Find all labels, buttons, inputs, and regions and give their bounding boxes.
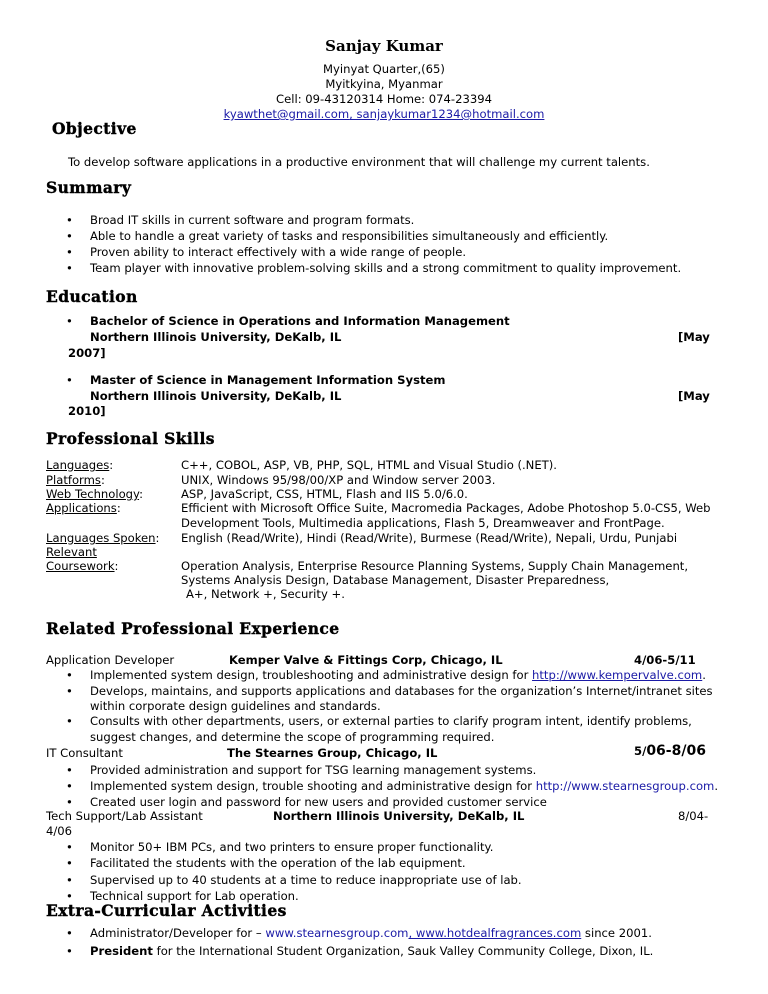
skill-label-web: Web Technology:	[46, 487, 143, 501]
skills-heading: Professional Skills	[46, 429, 215, 448]
bullet-glyph: •	[66, 714, 73, 728]
skill-value-coursework-3: A+, Network +, Security +.	[186, 587, 345, 601]
bullet-glyph: •	[66, 944, 73, 958]
job2-bullet-3: Created user login and password for new users and provided customer service	[90, 795, 547, 809]
job3-bullet-1: Monitor 50+ IBM PCs, and two printers to ensure proper functionality.	[90, 840, 494, 854]
degree-1: Bachelor of Science in Operations and Information Management	[90, 314, 510, 328]
bullet-glyph: •	[66, 873, 73, 887]
summary-heading: Summary	[46, 178, 132, 197]
job1-bullet-1: Implemented system design, troubleshooting and administrative design for http://www.kempervalve.com.	[90, 668, 706, 682]
job1-role: Application Developer	[46, 653, 175, 667]
school-2: Northern Illinois University, DeKalb, IL	[90, 389, 342, 403]
bullet-glyph: •	[66, 840, 73, 854]
bullet-glyph: •	[66, 314, 73, 328]
job2-date: 5/06-8/06	[634, 743, 706, 759]
bullet-glyph: •	[66, 373, 73, 387]
job3-company: Northern Illinois University, DeKalb, IL	[273, 809, 525, 823]
job3-bullet-3: Supervised up to 40 students at a time to reduce inappropriate use of lab.	[90, 873, 522, 887]
degree-2: Master of Science in Management Information System	[90, 373, 446, 387]
bullet-glyph: •	[66, 795, 73, 809]
skill-label-spoken: Languages Spoken:	[46, 531, 160, 545]
edu-date-2b: 2010]	[68, 404, 106, 418]
objective-heading: Objective	[52, 119, 137, 138]
stearnesgroup-link[interactable]: http://www.stearnesgroup.com	[535, 779, 715, 793]
skill-label-applications: Applications:	[46, 501, 121, 515]
summary-item: Able to handle a great variety of tasks and responsibilities simultaneously and efficiently.	[90, 229, 609, 243]
bullet-glyph: •	[66, 213, 73, 227]
job2-role: IT Consultant	[46, 746, 123, 760]
skill-value-platforms: UNIX, Windows 95/98/00/XP and Window server 2003.	[181, 473, 496, 487]
skill-label-languages: Languages:	[46, 458, 114, 472]
job2-company: The Stearnes Group, Chicago, IL	[227, 746, 438, 760]
bullet-glyph: •	[66, 856, 73, 870]
bullet-glyph: •	[66, 668, 73, 682]
job1-bullet-3a: Consults with other departments, users, or external parties to clarify program intent, identify problems,	[90, 714, 692, 728]
skill-value-coursework-2: Systems Analysis Design, Database Management, Disaster Preparedness,	[181, 573, 610, 587]
address-line-2: Myitkyina, Myanmar	[325, 77, 443, 91]
stearnesgroup-activity-link[interactable]: www.stearnesgroup.com	[265, 926, 409, 940]
email-link-2[interactable]: , sanjaykumar1234@hotmail.com	[349, 107, 545, 121]
bullet-glyph: •	[66, 763, 73, 777]
objective-text: To develop software applications in a productive environment that will challenge my current talents.	[68, 155, 650, 169]
job2-bullet-1: Provided administration and support for TSG learning management systems.	[90, 763, 537, 777]
hotdeal-link[interactable]: , www.hotdealfragrances.com	[408, 926, 582, 940]
kempervalve-link[interactable]: http://www.kempervalve.com	[532, 668, 703, 682]
job3-role: Tech Support/Lab Assistant	[46, 809, 203, 823]
job1-date: 4/06-5/11	[634, 653, 696, 667]
education-heading: Education	[46, 287, 138, 306]
job2-bullet-2: Implemented system design, trouble shooting and administrative design for http://www.stearnesgroup.com.	[90, 779, 719, 793]
skill-value-applications-2: Development Tools, Multimedia applications, Flash 5, Dreamweaver and FrontPage.	[181, 516, 665, 530]
job1-bullet-2a: Develops, maintains, and supports applications and databases for the organization’s Internet/intranet sites	[90, 684, 713, 698]
bullet-glyph: •	[66, 926, 73, 940]
skill-label-platforms: Platforms:	[46, 473, 105, 487]
job3-bullet-4: Technical support for Lab operation.	[90, 889, 299, 903]
school-1: Northern Illinois University, DeKalb, IL	[90, 330, 342, 344]
skill-value-languages: C++, COBOL, ASP, VB, PHP, SQL, HTML and Visual Studio (.NET).	[181, 458, 557, 472]
bullet-glyph: •	[66, 229, 73, 243]
candidate-name: Sanjay Kumar	[325, 37, 443, 55]
job1-bullet-3b: suggest changes, and determine the scope of programming required.	[90, 730, 495, 744]
skill-label-coursework-1: Relevant	[46, 545, 97, 559]
phone-line: Cell: 09-43120314 Home: 074-23394	[276, 92, 492, 106]
bullet-glyph: •	[66, 261, 73, 275]
skill-value-applications-1: Efficient with Microsoft Office Suite, Macromedia Packages, Adobe Photoshop 5.0-CS5, Web	[181, 501, 711, 515]
email-link-1[interactable]: kyawthet@gmail.com	[223, 107, 350, 121]
job3-date-a: 8/04-	[678, 809, 709, 823]
activity-1: Administrator/Developer for – www.stearnesgroup.com, www.hotdealfragrances.com since 2001.	[90, 926, 652, 940]
activity-2: President for the International Student Organization, Sauk Valley Community College, Dixon, IL.	[90, 944, 654, 958]
job3-date-b: 4/06	[46, 824, 73, 838]
bullet-glyph: •	[66, 779, 73, 793]
bullet-glyph: •	[66, 684, 73, 698]
skill-value-web: ASP, JavaScript, CSS, HTML, Flash and IIS 5.0/6.0.	[181, 487, 468, 501]
job1-bullet-2b: within corporate design guidelines and standards.	[90, 699, 381, 713]
skill-value-spoken: English (Read/Write), Hindi (Read/Write), Burmese (Read/Write), Nepali, Urdu, Punjabi	[181, 531, 678, 545]
summary-item: Broad IT skills in current software and program formats.	[90, 213, 415, 227]
job1-company: Kemper Valve & Fittings Corp, Chicago, IL	[229, 653, 503, 667]
experience-heading: Related Professional Experience	[46, 619, 340, 638]
summary-item: Team player with innovative problem-solving skills and a strong commitment to quality improvement.	[90, 261, 682, 275]
job3-bullet-2: Facilitated the students with the operation of the lab equipment.	[90, 856, 466, 870]
edu-date-1a: [May	[678, 330, 710, 344]
summary-item: Proven ability to interact effectively with a wide range of people.	[90, 245, 467, 259]
bullet-glyph: •	[66, 245, 73, 259]
skill-value-coursework-1: Operation Analysis, Enterprise Resource Planning Systems, Supply Chain Management,	[181, 559, 689, 573]
address-line-1: Myinyat Quarter,(65)	[323, 62, 445, 76]
skill-label-coursework-2: Coursework:	[46, 559, 119, 573]
bullet-glyph: •	[66, 889, 73, 903]
activities-heading: Extra-Curricular Activities	[46, 901, 287, 920]
edu-date-2a: [May	[678, 389, 710, 403]
edu-date-1b: 2007]	[68, 346, 106, 360]
